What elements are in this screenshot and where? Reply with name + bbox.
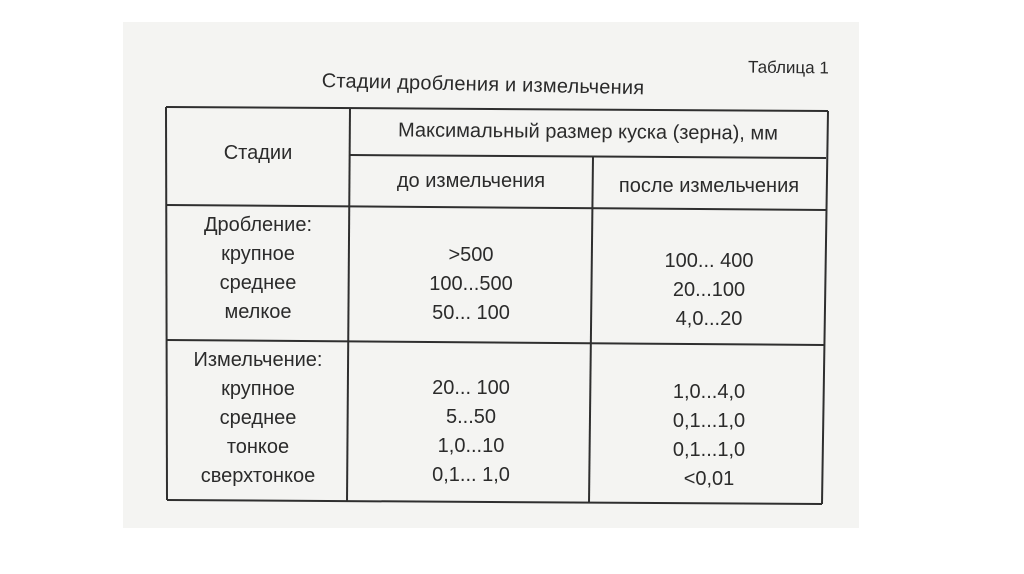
crushing-stages <box>168 211 348 327</box>
crushing-before-3: 50... 100 <box>432 302 510 324</box>
crushing-before-1: >500 <box>448 244 494 266</box>
crushing-after-2: 20...100 <box>672 279 746 301</box>
grinding-before-2: 5...50 <box>445 406 497 428</box>
header-before <box>352 167 590 196</box>
grinding-before-values <box>352 374 590 490</box>
crushing-after-values <box>594 247 824 334</box>
header-max-size-label: Максимальный размер куска (зерна), мм <box>397 119 779 145</box>
grinding-after-values <box>594 378 824 494</box>
grinding-heading: Измельчение: <box>193 349 323 371</box>
crushing-after-1: 100... 400 <box>664 250 754 272</box>
header-max-size <box>352 116 824 149</box>
header-bottom-line <box>166 205 826 210</box>
header-before-label: до измельчения <box>396 170 546 192</box>
crushing-before-values <box>352 241 590 328</box>
table-bottom-border <box>167 500 822 504</box>
grinding-before-3: 1,0...10 <box>437 435 505 457</box>
header-after-label: после измельчения <box>618 175 800 197</box>
crushing-stage-1: крупное <box>221 243 295 265</box>
header-stages <box>168 139 348 168</box>
table-left-border <box>166 107 167 500</box>
grinding-after-4: <0,01 <box>683 468 735 490</box>
grinding-before-4: 0,1... 1,0 <box>432 464 510 486</box>
table-number: Таблица 1 <box>747 57 829 78</box>
grinding-stage-2: среднее <box>219 407 297 429</box>
grinding-after-1: 1,0...4,0 <box>672 381 746 403</box>
crushing-heading: Дробление: <box>203 214 313 236</box>
grinding-before-1: 20... 100 <box>432 377 510 399</box>
grinding-stage-4: сверхтонкое <box>200 465 316 487</box>
crushing-bottom-line <box>166 340 824 345</box>
grinding-after-3: 0,1...1,0 <box>672 439 746 461</box>
crushing-before-2: 100...500 <box>429 273 513 295</box>
grinding-after-2: 0,1...1,0 <box>672 410 746 432</box>
header-after <box>594 172 824 201</box>
grinding-stage-1: крупное <box>221 378 295 400</box>
header-subdivider <box>350 155 826 158</box>
table-title: Стадии дробления и измельчения <box>321 70 645 100</box>
crushing-stage-2: среднее <box>219 272 297 294</box>
grinding-stages <box>168 346 348 491</box>
crushing-stage-3: мелкое <box>224 301 292 323</box>
crushing-after-3: 4,0...20 <box>675 308 743 330</box>
table-top-border <box>166 107 828 111</box>
header-stages-label: Стадии <box>223 142 293 164</box>
grinding-stage-3: тонкое <box>226 436 290 458</box>
